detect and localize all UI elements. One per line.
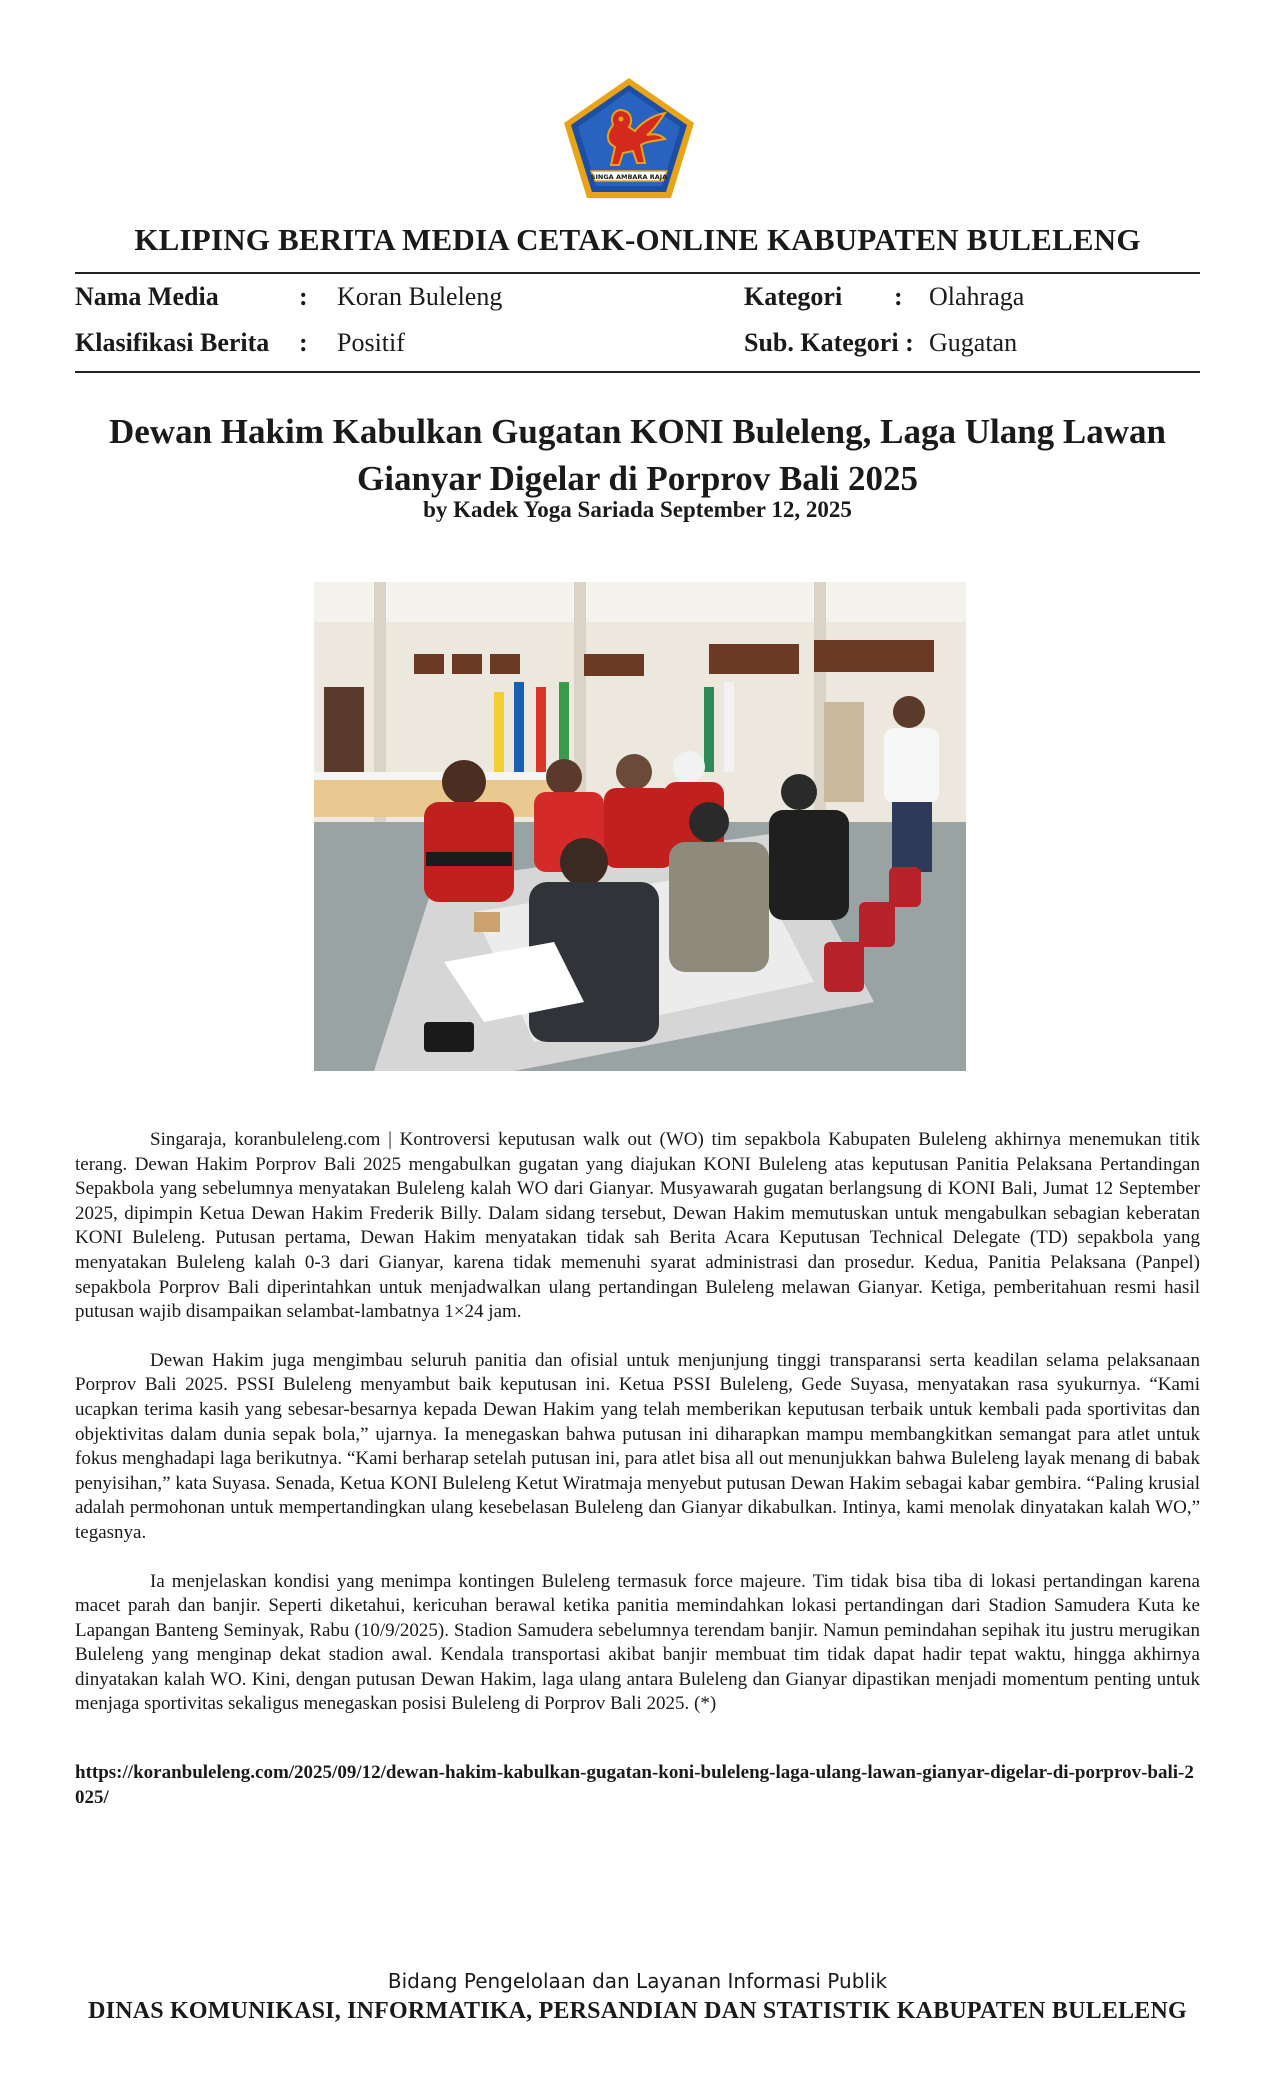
document-title: KLIPING BERITA MEDIA CETAK-ONLINE KABUPATEN BULELENG bbox=[134, 222, 1141, 257]
source-url-link[interactable]: https://koranbuleleng.com/2025/09/12/dewan-hakim-kabulkan-gugatan-koni-buleleng-laga-ulang-lawan-gianyar-digelar-di-porprov-bali-2025/ bbox=[75, 1762, 1194, 1808]
subcategory-value: Gugatan bbox=[929, 328, 1018, 357]
regency-emblem-icon bbox=[561, 75, 697, 201]
article-headline: Dewan Hakim Kabulkan Gugatan KONI Buleleng, Laga Ulang Lawan Gianyar Digelar di Porprov Bali 2025 bbox=[108, 412, 1167, 498]
meeting-photo bbox=[314, 582, 966, 1071]
classification-row bbox=[75, 328, 675, 362]
article-byline: by Kadek Yoga Sariada September 12, 2025 bbox=[423, 497, 852, 522]
logo-caption: SINGA AMBARA RAJA bbox=[590, 173, 668, 181]
category-label: Kategori bbox=[744, 282, 843, 311]
subcategory-row bbox=[744, 328, 1194, 362]
article-body bbox=[75, 1128, 1200, 1741]
colon: : bbox=[299, 328, 308, 357]
article-paragraph: Singaraja, koranbuleleng.com | Kontroversi keputusan walk out (WO) tim sepakbola Kabupaten Buleleng akhirnya menemukan titik terang. Dewan Hakim Porprov Bali 2025 mengabulkan gugatan yang diajukan KONI Buleleng atas keputusan Panitia Pelaksana Pertandingan Sepakbola yang sebelumnya menyatakan Buleleng kalah WO dari Gianyar. Musyawarah gugatan berlangsung di KONI Bali, Jumat 12 September 2025, dipimpin Ketua Dewan Hakim Frederik Billy. Dalam sidang tersebut, Dewan Hakim memutuskan untuk mengabulkan sebagian keberatan KONI Buleleng. Putusan pertama, Dewan Hakim menyatakan tidak sah Berita Acara Keputusan Technical Delegate (TD) sepakbola yang menyatakan Buleleng kalah 0-3 dari Gianyar, karena tidak memenuhi syarat administrasi dan prosedur. Kedua, Panitia Pelaksana (Panpel) sepakbola Porprov Bali diperintahkan untuk menjadwalkan ulang pertandingan Buleleng melawan Gianyar. Ketiga, pemberitahuan resmi hasil putusan wajib disampaikan selambat-lambatnya 1×24 jam. bbox=[75, 1129, 1200, 1323]
bottom-divider bbox=[75, 371, 1200, 373]
footer-agency: DINAS KOMUNIKASI, INFORMATIKA, PERSANDIAN DAN STATISTIK KABUPATEN BULELENG bbox=[88, 1998, 1187, 2024]
category-row bbox=[744, 282, 1194, 316]
colon: : bbox=[894, 282, 903, 311]
media-name-row bbox=[75, 282, 675, 316]
footer-division: Bidang Pengelolaan dan Layanan Informasi Publik bbox=[387, 1969, 888, 1993]
article-paragraph: Ia menjelaskan kondisi yang menimpa kontingen Buleleng termasuk force majeure. Tim tidak bisa tiba di lokasi pertandingan karena macet parah dan banjir. Seperti diketahui, kericuhan berawal ketika panitia memindahkan lokasi pertandingan dari Stadion Samudera Kuta ke Lapangan Banteng Seminyak, Rabu (10/9/2025). Stadion Samudera sebelumnya terendam banjir. Namun pemindahan sepihak itu justru merugikan Buleleng yang menginap dekat stadion awal. Kendala transportasi akibat banjir membuat tim tidak dapat hadir tepat waktu, hingga akhirnya dinyatakan kalah WO. Kini, dengan putusan Dewan Hakim, laga ulang antara Buleleng dan Gianyar dipastikan menjadi momentum penting untuk menjaga sportivitas sekaligus menegaskan posisi Buleleng di Porprov Bali 2025. (*) bbox=[75, 1570, 1200, 1715]
classification-label: Klasifikasi Berita bbox=[75, 328, 270, 357]
article-paragraph: Dewan Hakim juga mengimbau seluruh panitia dan ofisial untuk menjunjung tinggi transparansi serta keadilan selama pelaksanaan Porprov Bali 2025. PSSI Buleleng menyambut baik keputusan ini. Ketua PSSI Buleleng, Gede Suyasa, menyatakan rasa syukurnya. “Kami ucapkan terima kasih yang sebesar-besarnya kepada Dewan Hakim yang telah memberikan keputusan terbaik untuk kembali pada sportivitas dan objektivitas dalam dunia sepak bola,” ujarnya. Ia menegaskan bahwa putusan ini diharapkan mampu membangkitkan semangat para atlet untuk fokus menghadapi laga berikutnya. “Kami berharap setelah putusan ini, para atlet bisa all out menunjukkan bahwa Buleleng layak menang di babak penyisihan,” kata Suyasa. Senada, Ketua KONI Buleleng Ketut Wiratmaja menyebut putusan Dewan Hakim sebagai kabar gembira. “Paling krusial adalah permohonan untuk mempertandingkan ulang kesebelasan Buleleng dan Gianyar dikabulkan. Intinya, kami menolak dinyatakan kalah WO,” tegasnya. bbox=[75, 1349, 1200, 1543]
media-value: Koran Buleleng bbox=[337, 282, 503, 311]
category-value: Olahraga bbox=[929, 282, 1025, 311]
classification-value: Positif bbox=[337, 328, 405, 357]
colon: : bbox=[299, 282, 308, 311]
subcategory-label: Sub. Kategori : bbox=[744, 328, 914, 357]
top-divider bbox=[75, 272, 1200, 274]
media-label: Nama Media bbox=[75, 282, 219, 311]
